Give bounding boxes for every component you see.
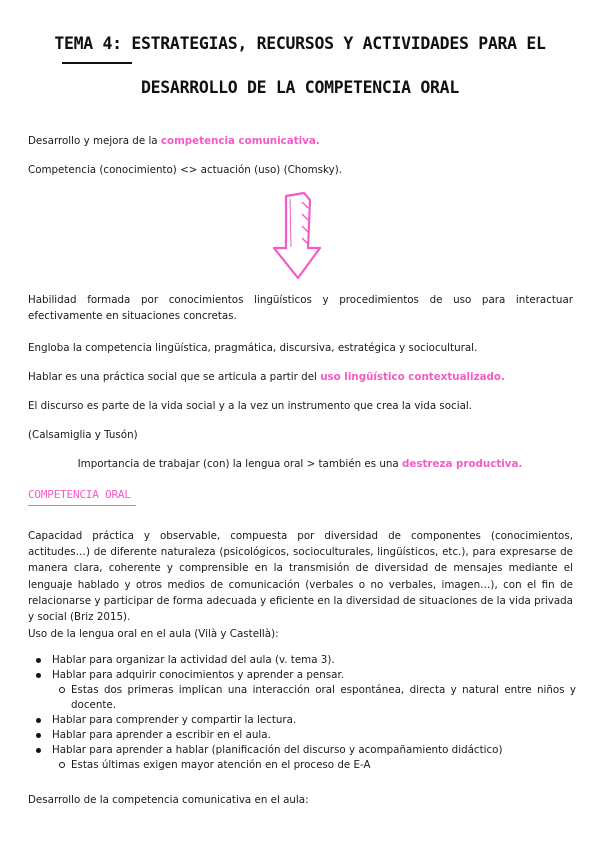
list-item-text: Estas dos primeras implican una interacción oral espontánea, directa y natural entre niños y docente. xyxy=(71,684,576,711)
intro-paragraph-5 xyxy=(28,369,573,385)
definition-paragraph: Capacidad práctica y observable, compuesta por diversidad de componentes (conocimientos, actitudes…) de diferente naturaleza (psicológicos, socioculturales, lingüísticos, etc.), para expresarse de manera clara, coherente y comprensible en la transmisión de diversidad de mensajes mediante el lenguaje hablado y otros medios de comunicación (verbales o no verbales, imagen…), con el fin de relacionarse y participar de forma adecuada y eficiente en la diversidad de situaciones de la vida privada y social (Briz 2015). xyxy=(28,530,573,624)
section-heading-competencia-oral: COMPETENCIA ORAL xyxy=(28,488,131,501)
list-item xyxy=(28,653,576,668)
section-heading-underline xyxy=(28,505,136,506)
list-item-text: Estas últimas exigen mayor atención en el proceso de E-A xyxy=(71,759,371,771)
bullet-icon xyxy=(36,658,41,663)
closing-paragraph: Desarrollo de la competencia comunicativa en el aula: xyxy=(28,794,309,806)
intro-citation: (Calsamiglia y Tusón) xyxy=(28,429,138,441)
title-underline xyxy=(62,62,132,64)
text-span: Desarrollo y mejora de la xyxy=(28,135,161,147)
intro-paragraph-2: Competencia (conocimiento) <> actuación (uso) (Chomsky). xyxy=(28,164,342,176)
text-span: Hablar es una práctica social que se articula a partir del xyxy=(28,371,321,383)
uses-intro: Uso de la lengua oral en el aula (Vilà y Castellà): xyxy=(28,628,279,640)
highlight-uso-contextualizado: uso lingüístico contextualizado. xyxy=(320,371,505,383)
down-arrow-icon xyxy=(270,190,322,282)
intro-paragraph-1 xyxy=(28,133,573,149)
list-item-text: Hablar para organizar la actividad del aula (v. tema 3). xyxy=(52,654,335,666)
intro-paragraph-6: El discurso es parte de la vida social y a la vez un instrumento que crea la vida social. xyxy=(28,400,473,412)
intro-paragraph-3: Habilidad formada por conocimientos lingüísticos y procedimientos de uso para interactuar efectivamente en situaciones concretas. xyxy=(28,294,573,322)
highlight-competencia-comunicativa: competencia comunicativa. xyxy=(160,135,320,147)
bullet-icon xyxy=(36,733,41,738)
list-item xyxy=(28,713,576,728)
page-title-line-1: TEMA 4: ESTRATEGIAS, RECURSOS Y ACTIVIDADES PARA EL xyxy=(54,34,546,53)
list-item-text: Hablar para adquirir conocimientos y aprender a pensar. xyxy=(52,669,345,681)
list-item xyxy=(28,743,576,758)
list-item-text: Hablar para aprender a hablar (planificación del discurso y acompañamiento didáctico) xyxy=(52,744,503,756)
bullet-icon xyxy=(36,718,41,723)
list-item-text: Hablar para aprender a escribir en el aula. xyxy=(52,729,271,741)
list-item-text: Hablar para comprender y compartir la lectura. xyxy=(52,714,297,726)
hollow-bullet-icon xyxy=(59,687,65,693)
hollow-bullet-icon xyxy=(59,762,65,768)
intro-paragraph-8 xyxy=(0,456,600,472)
list-subitem xyxy=(28,683,576,713)
text-span: Importancia de trabajar (con) la lengua oral > también es una xyxy=(77,458,402,470)
page-title-line-2: DESARROLLO DE LA COMPETENCIA ORAL xyxy=(141,78,459,97)
list-item xyxy=(28,668,576,683)
list-subitem xyxy=(28,758,576,773)
list-item xyxy=(28,728,576,743)
bullet-icon xyxy=(36,748,41,753)
intro-paragraph-4: Engloba la competencia lingüística, pragmática, discursiva, estratégica y sociocultural. xyxy=(28,342,478,354)
bullet-icon xyxy=(36,673,41,678)
highlight-destreza-productiva: destreza productiva. xyxy=(402,458,523,470)
uses-list xyxy=(28,653,576,773)
